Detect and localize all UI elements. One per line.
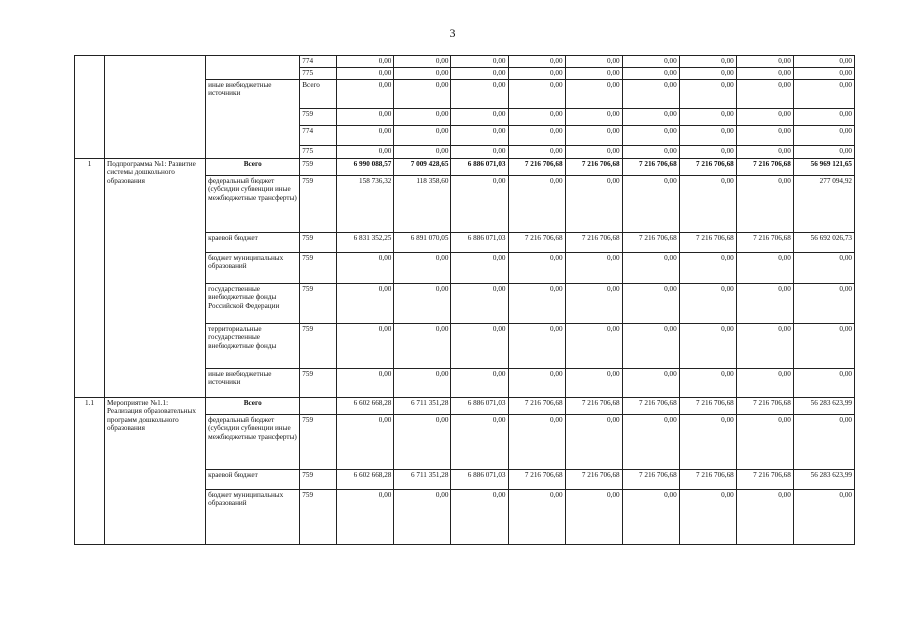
amount-cell: 0,00 xyxy=(622,284,679,324)
amount-cell: 56 283 623,99 xyxy=(793,470,854,490)
amount-cell: 0,00 xyxy=(565,68,622,80)
amount-cell: 0,00 xyxy=(736,68,793,80)
row-number-cell xyxy=(75,56,105,159)
amount-cell: 0,00 xyxy=(736,324,793,369)
amount-cell: 0,00 xyxy=(736,109,793,126)
amount-cell: 0,00 xyxy=(622,109,679,126)
amount-cell: 0,00 xyxy=(622,68,679,80)
amount-cell: 0,00 xyxy=(736,146,793,159)
amount-cell: 0,00 xyxy=(394,284,451,324)
amount-cell: 0,00 xyxy=(565,126,622,146)
program-name-cell: Мероприятие №1.1: Реализация образовательных программ дошкольного образования xyxy=(105,398,206,545)
funding-source-cell xyxy=(206,56,300,80)
amount-cell: 0,00 xyxy=(451,176,508,233)
amount-cell: 0,00 xyxy=(565,490,622,545)
amount-cell: 7 216 706,68 xyxy=(508,470,565,490)
amount-cell: 6 711 351,28 xyxy=(394,470,451,490)
amount-cell: 0,00 xyxy=(622,146,679,159)
amount-cell: 0,00 xyxy=(451,80,508,109)
amount-cell: 0,00 xyxy=(337,146,394,159)
budget-code-cell xyxy=(300,398,337,415)
amount-cell: 0,00 xyxy=(337,253,394,284)
amount-cell: 0,00 xyxy=(565,146,622,159)
amount-cell: 0,00 xyxy=(508,56,565,68)
amount-cell: 0,00 xyxy=(736,284,793,324)
amount-cell: 0,00 xyxy=(394,415,451,470)
amount-cell: 0,00 xyxy=(394,109,451,126)
funding-source-cell: иные внебюджетные источники xyxy=(206,80,300,159)
funding-source-cell: бюджет муниципальных образований xyxy=(206,490,300,545)
amount-cell: 7 216 706,68 xyxy=(565,159,622,176)
amount-cell: 0,00 xyxy=(565,56,622,68)
funding-source-cell: Всего xyxy=(206,398,300,415)
amount-cell: 0,00 xyxy=(508,80,565,109)
amount-cell: 6 602 668,28 xyxy=(337,398,394,415)
amount-cell: 0,00 xyxy=(793,109,854,126)
budget-code-cell: 759 xyxy=(300,470,337,490)
amount-cell: 0,00 xyxy=(508,253,565,284)
amount-cell: 7 216 706,68 xyxy=(622,159,679,176)
amount-cell: 0,00 xyxy=(622,126,679,146)
amount-cell: 7 216 706,68 xyxy=(679,233,736,253)
amount-cell: 0,00 xyxy=(508,369,565,398)
amount-cell: 0,00 xyxy=(394,369,451,398)
amount-cell: 7 216 706,68 xyxy=(565,233,622,253)
budget-code-cell: 775 xyxy=(300,68,337,80)
amount-cell: 118 358,60 xyxy=(394,176,451,233)
amount-cell: 0,00 xyxy=(793,126,854,146)
budget-code-cell: 759 xyxy=(300,284,337,324)
amount-cell: 7 216 706,68 xyxy=(679,398,736,415)
budget-code-cell: Всего xyxy=(300,80,337,109)
program-name-cell xyxy=(105,56,206,159)
budget-code-cell: 759 xyxy=(300,176,337,233)
amount-cell: 0,00 xyxy=(793,415,854,470)
amount-cell: 0,00 xyxy=(508,109,565,126)
amount-cell: 0,00 xyxy=(508,68,565,80)
amount-cell: 6 886 071,03 xyxy=(451,159,508,176)
amount-cell: 0,00 xyxy=(451,146,508,159)
budget-table xyxy=(74,55,855,545)
table-body xyxy=(75,56,855,545)
budget-code-cell: 774 xyxy=(300,126,337,146)
amount-cell: 0,00 xyxy=(679,284,736,324)
amount-cell: 0,00 xyxy=(793,68,854,80)
amount-cell: 0,00 xyxy=(793,253,854,284)
funding-source-cell: федеральный бюджет (субсидии субвенции иные межбюджетные трансферты) xyxy=(206,176,300,233)
amount-cell: 0,00 xyxy=(565,369,622,398)
amount-cell: 0,00 xyxy=(394,324,451,369)
amount-cell: 0,00 xyxy=(736,176,793,233)
table-row xyxy=(75,159,855,176)
amount-cell: 0,00 xyxy=(679,369,736,398)
amount-cell: 0,00 xyxy=(508,415,565,470)
amount-cell: 0,00 xyxy=(508,490,565,545)
amount-cell: 6 711 351,28 xyxy=(394,398,451,415)
amount-cell: 0,00 xyxy=(565,176,622,233)
amount-cell: 6 886 071,03 xyxy=(451,398,508,415)
amount-cell: 7 216 706,68 xyxy=(736,470,793,490)
amount-cell: 0,00 xyxy=(565,415,622,470)
amount-cell: 7 216 706,68 xyxy=(508,159,565,176)
amount-cell: 7 216 706,68 xyxy=(622,470,679,490)
amount-cell: 0,00 xyxy=(622,253,679,284)
amount-cell: 0,00 xyxy=(793,284,854,324)
amount-cell: 0,00 xyxy=(451,68,508,80)
amount-cell: 0,00 xyxy=(679,253,736,284)
amount-cell: 0,00 xyxy=(565,80,622,109)
amount-cell: 0,00 xyxy=(451,415,508,470)
amount-cell: 0,00 xyxy=(565,284,622,324)
budget-code-cell: 759 xyxy=(300,324,337,369)
amount-cell: 0,00 xyxy=(451,56,508,68)
row-number-cell: 1 xyxy=(75,159,105,398)
amount-cell: 0,00 xyxy=(736,80,793,109)
amount-cell: 6 886 071,03 xyxy=(451,233,508,253)
page-number: 3 xyxy=(449,26,456,40)
budget-code-cell: 759 xyxy=(300,159,337,176)
amount-cell: 0,00 xyxy=(679,56,736,68)
amount-cell: 0,00 xyxy=(622,176,679,233)
amount-cell: 6 831 352,25 xyxy=(337,233,394,253)
amount-cell: 0,00 xyxy=(736,415,793,470)
amount-cell: 0,00 xyxy=(394,68,451,80)
funding-source-cell: бюджет муниципальных образований xyxy=(206,253,300,284)
amount-cell: 0,00 xyxy=(736,369,793,398)
amount-cell: 56 283 623,99 xyxy=(793,398,854,415)
amount-cell: 0,00 xyxy=(394,490,451,545)
amount-cell: 0,00 xyxy=(451,126,508,146)
amount-cell: 6 990 088,57 xyxy=(337,159,394,176)
amount-cell: 0,00 xyxy=(508,146,565,159)
amount-cell: 0,00 xyxy=(679,176,736,233)
funding-source-cell: федеральный бюджет (субсидии субвенции иные межбюджетные трансферты) xyxy=(206,415,300,470)
table-row xyxy=(75,398,855,415)
row-number-cell: 1.1 xyxy=(75,398,105,545)
amount-cell: 0,00 xyxy=(451,324,508,369)
amount-cell: 0,00 xyxy=(679,126,736,146)
funding-source-cell: иные внебюджетные источники xyxy=(206,369,300,398)
amount-cell: 0,00 xyxy=(679,490,736,545)
amount-cell: 0,00 xyxy=(622,490,679,545)
funding-source-cell: территориальные государственные внебюджетные фонды xyxy=(206,324,300,369)
amount-cell: 0,00 xyxy=(622,56,679,68)
amount-cell: 0,00 xyxy=(394,126,451,146)
amount-cell: 0,00 xyxy=(337,369,394,398)
amount-cell: 0,00 xyxy=(394,253,451,284)
amount-cell: 0,00 xyxy=(394,80,451,109)
amount-cell: 0,00 xyxy=(679,324,736,369)
amount-cell: 0,00 xyxy=(394,146,451,159)
funding-source-cell: краевой бюджет xyxy=(206,233,300,253)
budget-code-cell: 775 xyxy=(300,146,337,159)
amount-cell: 0,00 xyxy=(451,109,508,126)
budget-code-cell: 759 xyxy=(300,415,337,470)
funding-source-cell: Всего xyxy=(206,159,300,176)
amount-cell: 7 216 706,68 xyxy=(622,233,679,253)
funding-source-cell: государственные внебюджетные фонды Российской Федерации xyxy=(206,284,300,324)
amount-cell: 0,00 xyxy=(451,490,508,545)
amount-cell: 158 736,32 xyxy=(337,176,394,233)
amount-cell: 7 216 706,68 xyxy=(508,233,565,253)
amount-cell: 0,00 xyxy=(337,56,394,68)
budget-code-cell: 759 xyxy=(300,490,337,545)
amount-cell: 0,00 xyxy=(508,176,565,233)
amount-cell: 6 891 070,05 xyxy=(394,233,451,253)
amount-cell: 277 094,92 xyxy=(793,176,854,233)
amount-cell: 0,00 xyxy=(736,490,793,545)
amount-cell: 6 602 668,28 xyxy=(337,470,394,490)
amount-cell: 0,00 xyxy=(793,490,854,545)
amount-cell: 0,00 xyxy=(793,146,854,159)
amount-cell: 0,00 xyxy=(622,324,679,369)
amount-cell: 56 969 121,65 xyxy=(793,159,854,176)
budget-code-cell: 774 xyxy=(300,56,337,68)
amount-cell: 0,00 xyxy=(736,56,793,68)
amount-cell: 7 216 706,68 xyxy=(736,233,793,253)
amount-cell: 6 886 071,03 xyxy=(451,470,508,490)
funding-source-cell: краевой бюджет xyxy=(206,470,300,490)
amount-cell: 7 216 706,68 xyxy=(736,398,793,415)
amount-cell: 0,00 xyxy=(679,80,736,109)
program-name-cell: Подпрограмма №1: Развитие системы дошкольного образования xyxy=(105,159,206,398)
amount-cell: 0,00 xyxy=(451,253,508,284)
amount-cell: 0,00 xyxy=(508,284,565,324)
amount-cell: 7 216 706,68 xyxy=(679,159,736,176)
amount-cell: 0,00 xyxy=(508,324,565,369)
amount-cell: 0,00 xyxy=(337,490,394,545)
amount-cell: 0,00 xyxy=(451,369,508,398)
amount-cell: 0,00 xyxy=(793,80,854,109)
amount-cell: 0,00 xyxy=(622,80,679,109)
amount-cell: 0,00 xyxy=(508,126,565,146)
amount-cell: 0,00 xyxy=(736,126,793,146)
amount-cell: 0,00 xyxy=(337,109,394,126)
amount-cell: 0,00 xyxy=(337,415,394,470)
amount-cell: 0,00 xyxy=(622,415,679,470)
amount-cell: 0,00 xyxy=(793,369,854,398)
amount-cell: 7 216 706,68 xyxy=(565,398,622,415)
amount-cell: 7 009 428,65 xyxy=(394,159,451,176)
amount-cell: 0,00 xyxy=(337,68,394,80)
amount-cell: 7 216 706,68 xyxy=(736,159,793,176)
amount-cell: 7 216 706,68 xyxy=(679,470,736,490)
amount-cell: 0,00 xyxy=(736,253,793,284)
budget-code-cell: 759 xyxy=(300,369,337,398)
amount-cell: 0,00 xyxy=(337,80,394,109)
amount-cell: 0,00 xyxy=(679,146,736,159)
amount-cell: 0,00 xyxy=(565,253,622,284)
amount-cell: 0,00 xyxy=(565,109,622,126)
amount-cell: 0,00 xyxy=(679,415,736,470)
amount-cell: 7 216 706,68 xyxy=(565,470,622,490)
amount-cell: 0,00 xyxy=(451,284,508,324)
budget-code-cell: 759 xyxy=(300,233,337,253)
amount-cell: 7 216 706,68 xyxy=(622,398,679,415)
amount-cell: 0,00 xyxy=(793,56,854,68)
amount-cell: 0,00 xyxy=(337,126,394,146)
amount-cell: 0,00 xyxy=(565,324,622,369)
amount-cell: 0,00 xyxy=(622,369,679,398)
budget-code-cell: 759 xyxy=(300,253,337,284)
amount-cell: 56 692 026,73 xyxy=(793,233,854,253)
table-row xyxy=(75,56,855,68)
amount-cell: 0,00 xyxy=(394,56,451,68)
amount-cell: 0,00 xyxy=(793,324,854,369)
amount-cell: 0,00 xyxy=(679,109,736,126)
amount-cell: 0,00 xyxy=(337,284,394,324)
amount-cell: 0,00 xyxy=(679,68,736,80)
budget-code-cell: 759 xyxy=(300,109,337,126)
amount-cell: 0,00 xyxy=(337,324,394,369)
amount-cell: 7 216 706,68 xyxy=(508,398,565,415)
